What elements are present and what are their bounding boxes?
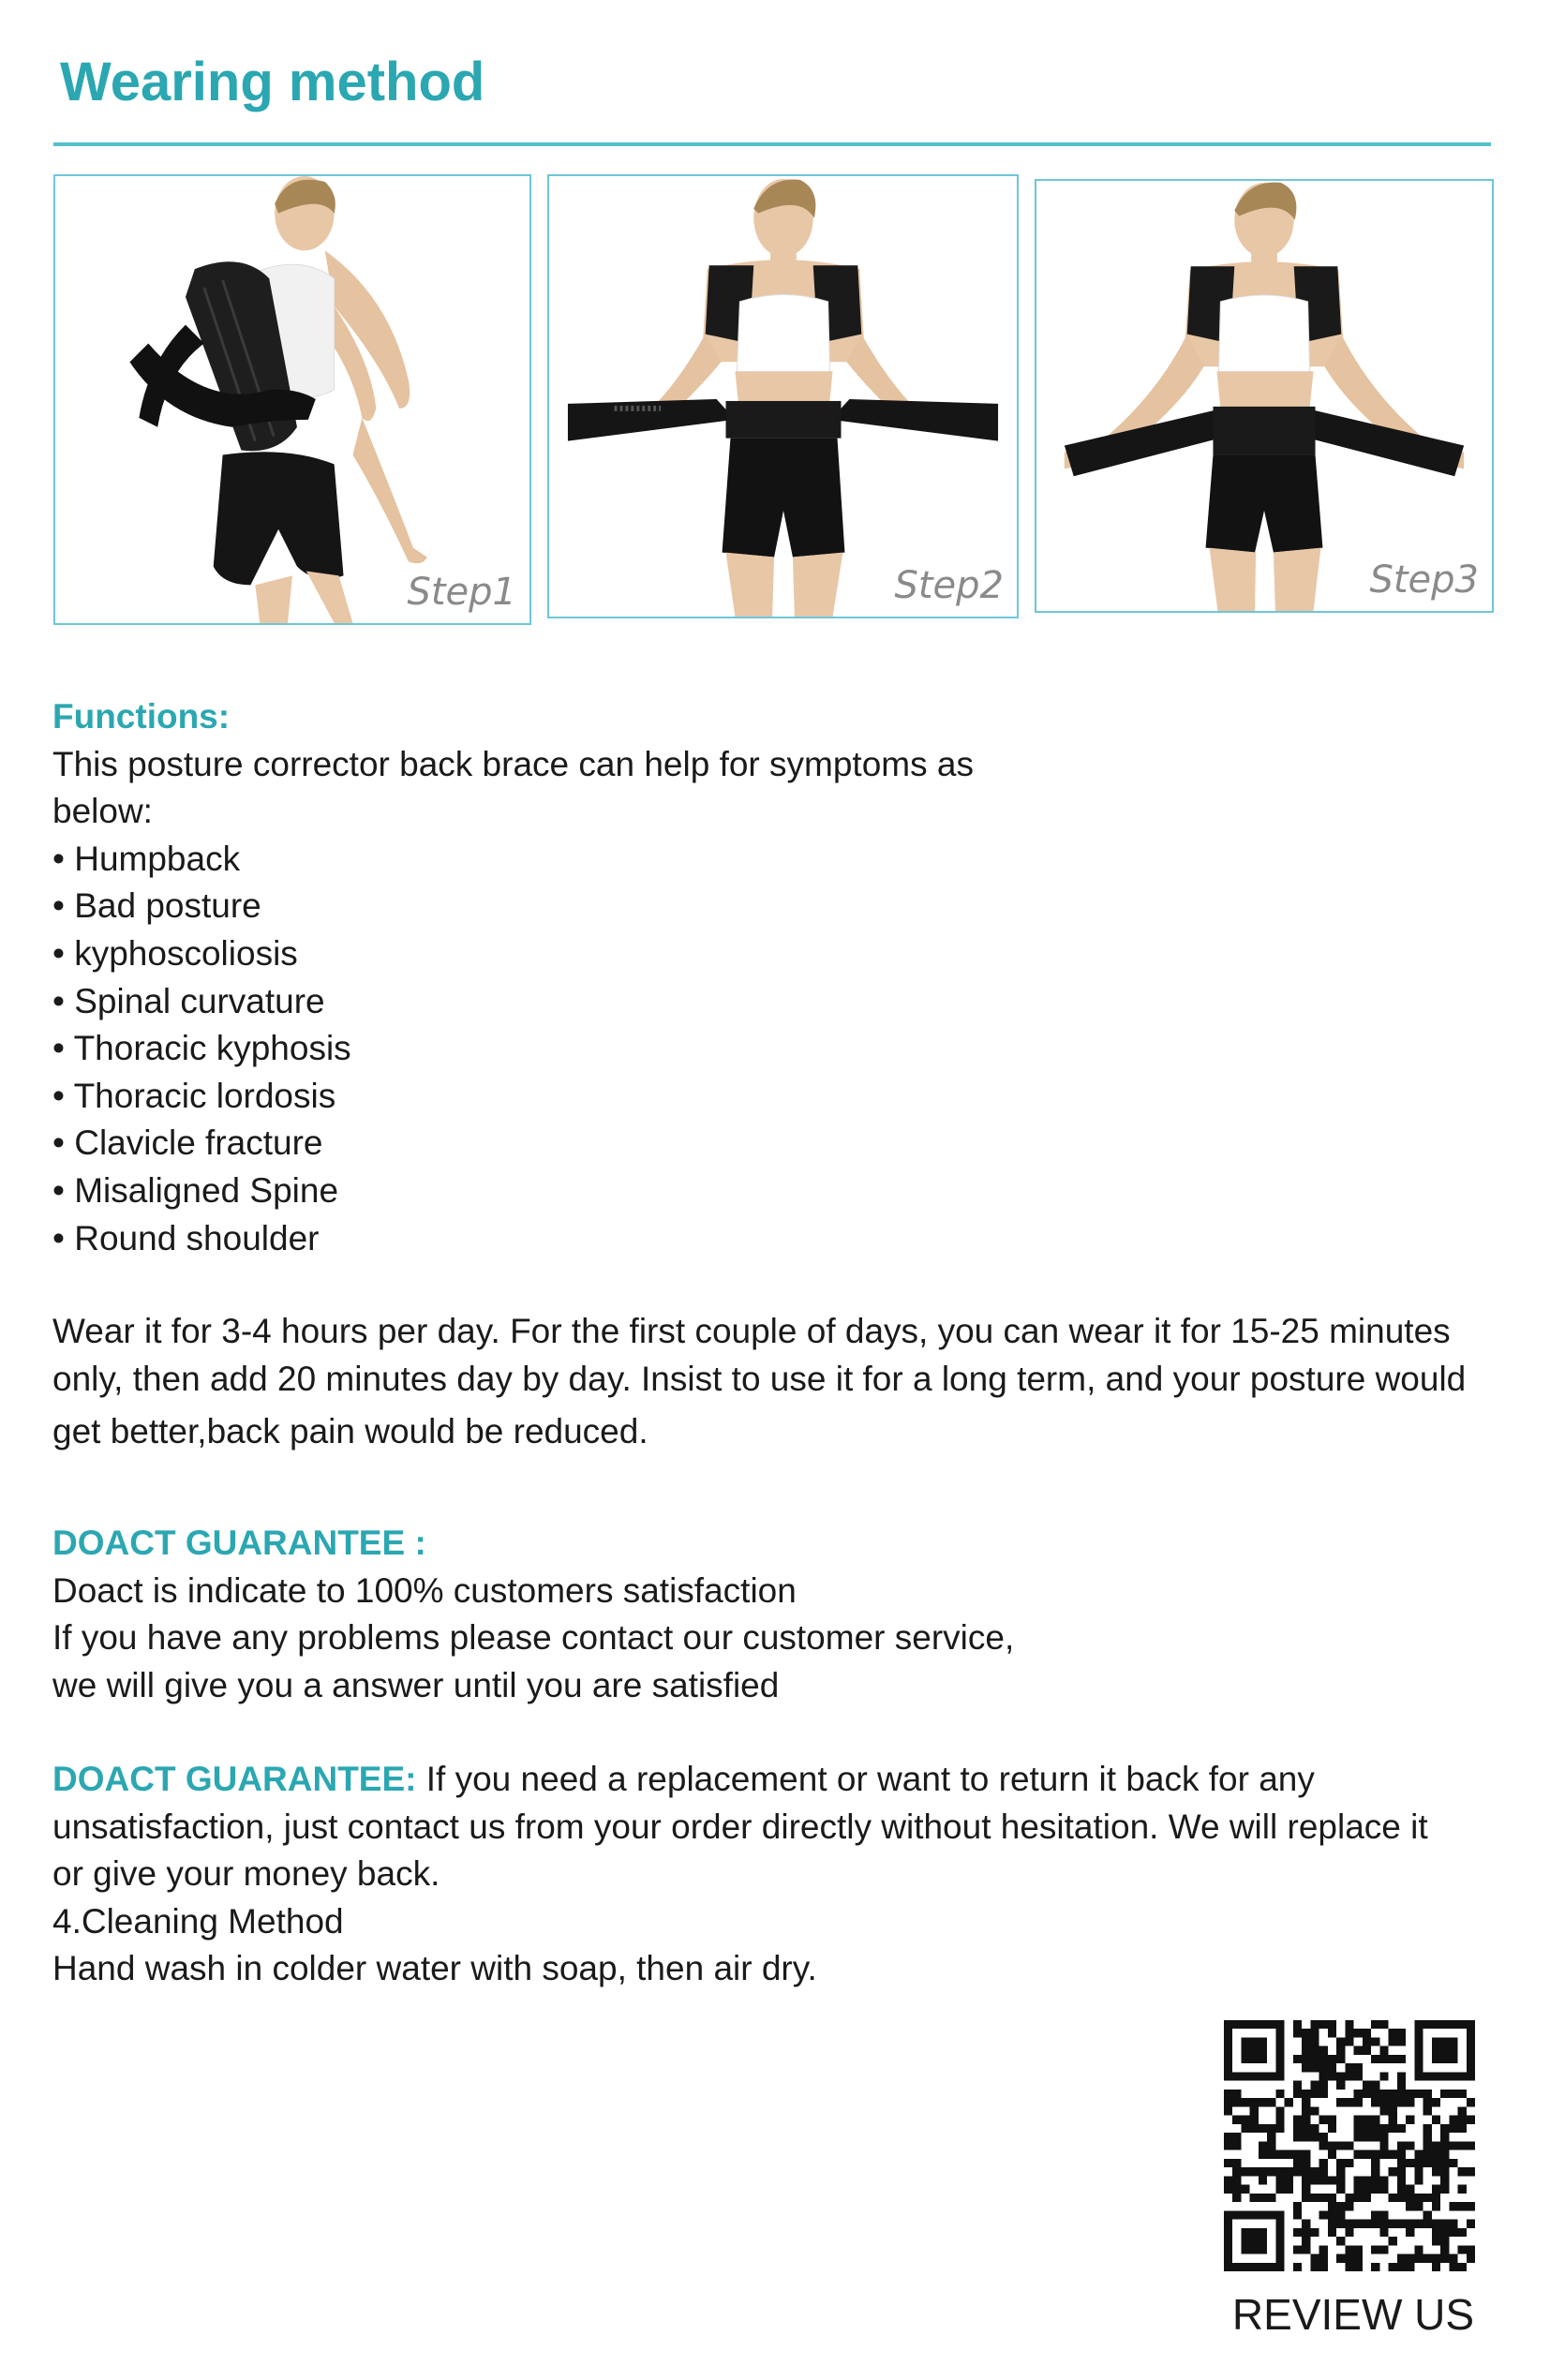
usage-line: get better,back pain would be reduced. — [52, 1412, 648, 1451]
list-item: • Bad posture — [52, 883, 974, 930]
usage-paragraph — [52, 1308, 1466, 1456]
list-item: • Spinal curvature — [52, 978, 974, 1026]
list-item: • Round shoulder — [52, 1215, 974, 1263]
symptom-list — [52, 836, 974, 1262]
list-item: • Humpback — [52, 836, 974, 884]
guarantee-line: If you have any problems please contact our customer service, — [52, 1618, 1015, 1658]
usage-line: Wear it for 3-4 hours per day. For the first couple of days, you can wear it for 15-25 minutes — [52, 1312, 1451, 1350]
functions-section — [52, 693, 974, 1262]
step3-label: Step3 — [1369, 558, 1479, 602]
return-policy-heading: DOACT GUARANTEE: — [52, 1760, 417, 1798]
guarantee-section — [52, 1520, 1014, 1709]
guarantee-line: Doact is indicate to 100% customers satisfaction — [52, 1570, 797, 1610]
step2-front-open-straps-photo — [549, 176, 1017, 617]
return-policy-section — [52, 1756, 1428, 1993]
list-item: • Misaligned Spine — [52, 1168, 974, 1215]
return-policy-text: If you need a replacement or want to return it back for any — [416, 1760, 1315, 1798]
list-item: • Clavicle fracture — [52, 1120, 974, 1168]
title-divider — [53, 142, 1491, 146]
list-item: • Thoracic lordosis — [52, 1073, 974, 1121]
guarantee-line: we will give you a answer until you are satisfied — [52, 1665, 780, 1704]
step1-side-view-photo — [55, 176, 529, 623]
step3-image — [1035, 179, 1494, 613]
cleaning-text: Hand wash in colder water with soap, then air dry. — [52, 1949, 817, 1988]
step3-front-pull-straps-photo — [1036, 181, 1492, 611]
step2-image — [547, 174, 1019, 618]
functions-intro-line: This posture corrector back brace can help for symptoms as — [52, 744, 974, 783]
functions-heading: Functions: — [52, 697, 231, 736]
qr-code[interactable] — [1224, 2020, 1475, 2271]
return-policy-first-line — [52, 1756, 1428, 1804]
return-policy-line: or give your money back. — [52, 1854, 440, 1894]
list-item: • Thoracic kyphosis — [52, 1025, 974, 1073]
step1-image — [53, 174, 531, 625]
list-item: • kyphoscoliosis — [52, 930, 974, 978]
functions-intro-line: below: — [52, 792, 153, 831]
guarantee-heading: DOACT GUARANTEE : — [52, 1524, 426, 1562]
return-policy-line: unsatisfaction, just contact us from your order directly without hesitation. We will replace it — [52, 1807, 1428, 1846]
qr-code-icon — [1224, 2020, 1475, 2271]
review-us-label[interactable]: REVIEW US — [1231, 2290, 1475, 2339]
usage-line: only, then add 20 minutes day by day. Insist to use it for a long term, and your posture would — [52, 1359, 1467, 1398]
step1-label: Step1 — [407, 571, 516, 614]
step2-label: Step2 — [894, 564, 1004, 607]
page-title: Wearing method — [60, 52, 485, 112]
cleaning-heading: 4.Cleaning Method — [52, 1901, 344, 1941]
